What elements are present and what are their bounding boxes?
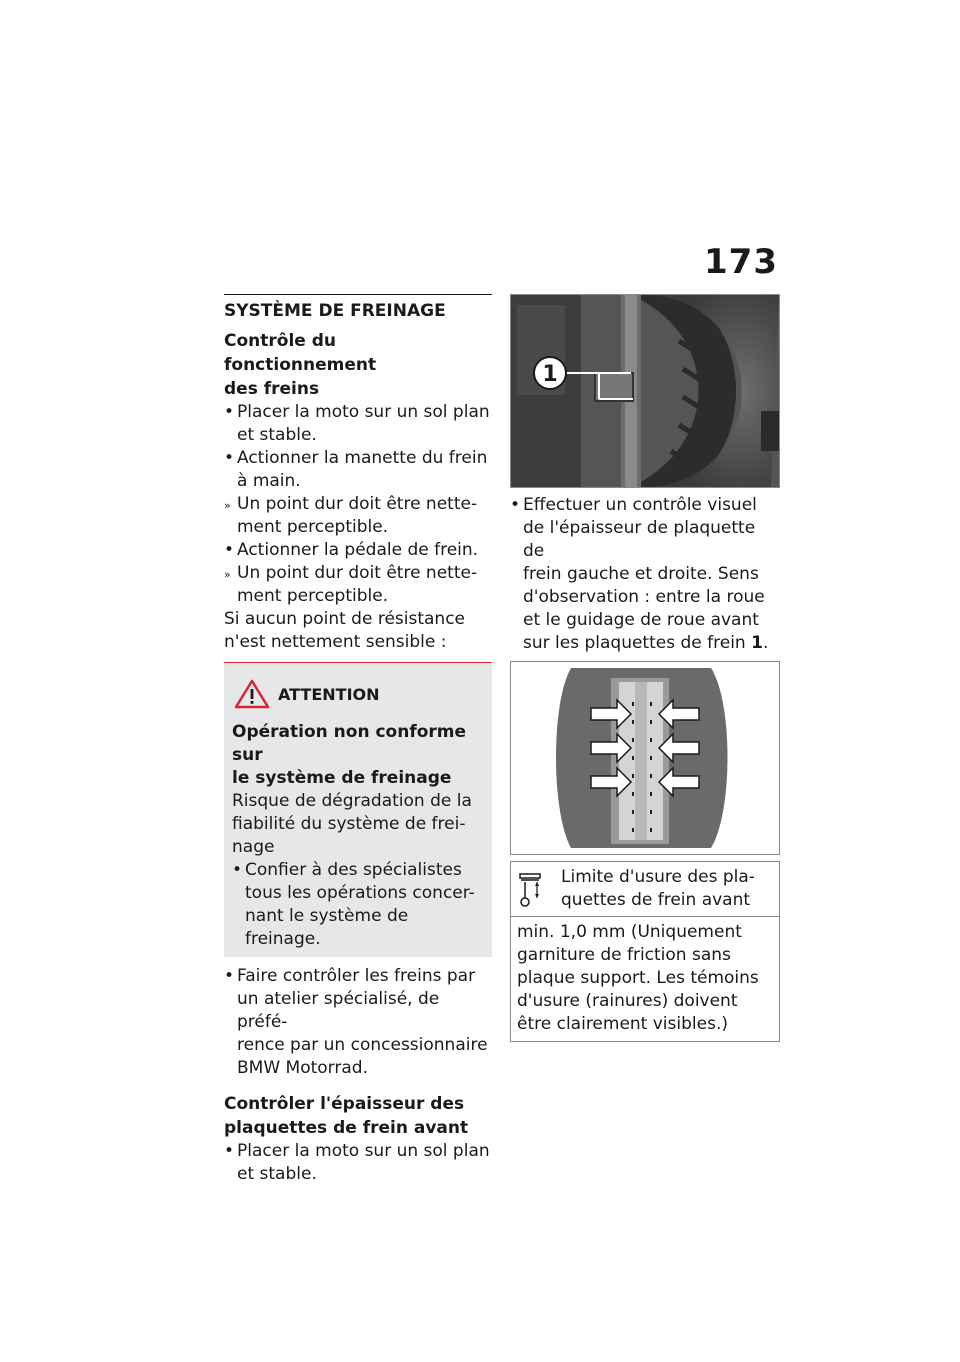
callout-number: 1 [542, 362, 558, 387]
bullet-marker: • [224, 540, 235, 560]
result-line [224, 493, 492, 516]
bullet-marker: • [232, 860, 243, 880]
subsection-title-line: Contrôler l'épaisseur des [224, 1094, 465, 1114]
wear-limit-value-line: d'usure (rainures) doivent [517, 991, 738, 1011]
bullet-marker: • [224, 1141, 235, 1161]
step-text: et stable. [237, 1164, 317, 1184]
subsection-title-line: plaquettes de frein avant [224, 1118, 469, 1138]
step-line [510, 632, 780, 655]
warning-triangle-icon [234, 679, 270, 709]
step-text: Faire contrôler les freins par [237, 966, 476, 986]
step-line [510, 609, 780, 632]
warning-heading-line: le système de freinage [232, 768, 452, 788]
step-line [224, 539, 492, 562]
step-line [224, 1163, 492, 1186]
workshop-step [224, 965, 492, 1080]
step-text: BMW Motorrad. [237, 1058, 368, 1078]
page-number: 173 [704, 242, 778, 282]
subsection-title [224, 329, 492, 401]
wear-limit-table [510, 861, 780, 1042]
wear-limit-value-line: être clairement visibles.) [517, 1014, 728, 1034]
front-wheel-photo [510, 294, 780, 488]
line-text: à main. [237, 471, 301, 491]
reference-number: 1 [751, 633, 763, 653]
result-marker: » [224, 499, 231, 512]
right-column [510, 294, 780, 1042]
line-text: et stable. [237, 425, 317, 445]
warning-heading [232, 721, 486, 790]
step-line [510, 563, 780, 586]
step-line [510, 517, 780, 563]
visual-check-step [510, 494, 780, 655]
step-line [224, 401, 492, 424]
step-line [510, 586, 780, 609]
warning-measure-cont [232, 882, 486, 905]
step-text: Placer la moto sur un sol plan [237, 1141, 490, 1161]
brake-function-check [224, 329, 492, 654]
wear-limit-label-line: Limite d'usure des pla- [561, 867, 755, 887]
step-line [224, 1034, 492, 1057]
step-line [224, 988, 492, 1034]
bullet-marker: • [224, 402, 235, 422]
wear-limit-value-line: min. 1,0 mm (Uniquement [517, 922, 742, 942]
subsection-title-line: des freins [224, 379, 320, 399]
thickness-gauge-icon [517, 872, 543, 908]
wear-limit-value-line: plaque support. Les témoins [517, 968, 759, 988]
paragraph [224, 608, 492, 654]
line-text: ment perceptible. [237, 586, 389, 606]
warning-measure-line: Confier à des spécialistes [245, 860, 462, 880]
wear-limit-header [511, 862, 779, 917]
warning-heading-line: Opération non conforme sur [232, 722, 467, 765]
result-line [224, 516, 492, 539]
wear-limit-value [511, 917, 779, 1041]
warning-label: ATTENTION [278, 684, 380, 704]
step-text: frein gauche et droite. Sens [523, 564, 759, 584]
warning-text-line: fiabilité du système de frei- [232, 814, 466, 834]
left-column [224, 294, 492, 1186]
brake-pads-photo [510, 661, 780, 855]
section-title: SYSTÈME DE FREINAGE [224, 294, 492, 321]
warning-measure-cont [232, 905, 486, 951]
step-text: et le guidage de roue avant [523, 610, 759, 630]
wear-limit-value-line: garniture de friction sans [517, 945, 731, 965]
spec-icon-cell [517, 866, 561, 912]
step-line [224, 470, 492, 493]
line-text: Un point dur doit être nette- [237, 563, 478, 583]
bullet-marker: • [224, 966, 235, 986]
line-text: Placer la moto sur un sol plan [237, 402, 490, 422]
warning-text-line: Risque de dégradation de la [232, 791, 472, 811]
step-text: . [762, 633, 769, 653]
warning-text [232, 790, 486, 859]
step-text: rence par un concessionnaire [237, 1035, 488, 1055]
subsection-title [224, 1092, 492, 1140]
step-text: Effectuer un contrôle visuel [523, 495, 757, 515]
step-text: sur les plaquettes de frein [523, 633, 752, 653]
wear-limit-label-line: quettes de frein avant [561, 890, 751, 910]
warning-measure-line: tous les opérations concer- [245, 883, 475, 903]
warning-text-line: nage [232, 837, 275, 857]
step-line [510, 494, 780, 517]
step-line [224, 965, 492, 988]
wear-limit-label [561, 866, 755, 912]
step-text: de l'épaisseur de plaquette de [523, 518, 756, 561]
warning-header [232, 679, 486, 709]
bullet-marker: • [224, 448, 235, 468]
line-text: ment perceptible. [237, 517, 389, 537]
step-line [224, 1140, 492, 1163]
bullet-marker: • [510, 495, 521, 515]
step-text: d'observation : entre la roue [523, 587, 765, 607]
step-text: un atelier spécialisé, de préfé- [237, 989, 440, 1032]
step-line [224, 447, 492, 470]
result-line [224, 585, 492, 608]
instruction-list [224, 401, 492, 608]
warning-measure [232, 859, 486, 882]
step-line [224, 1057, 492, 1080]
result-marker: » [224, 568, 231, 581]
subsection-title-line: Contrôle du fonctionnement [224, 331, 377, 375]
warning-box [224, 662, 492, 957]
result-line [224, 562, 492, 585]
step-line [224, 424, 492, 447]
warning-measure-line: nant le système de freinage. [245, 906, 409, 949]
brake-pad-check [224, 1092, 492, 1186]
line-text: Un point dur doit être nette- [237, 494, 478, 514]
paragraph-line: n'est nettement sensible : [224, 632, 447, 652]
line-text: Actionner la pédale de frein. [237, 540, 479, 560]
paragraph-line: Si aucun point de résistance [224, 609, 465, 629]
line-text: Actionner la manette du frein [237, 448, 488, 468]
